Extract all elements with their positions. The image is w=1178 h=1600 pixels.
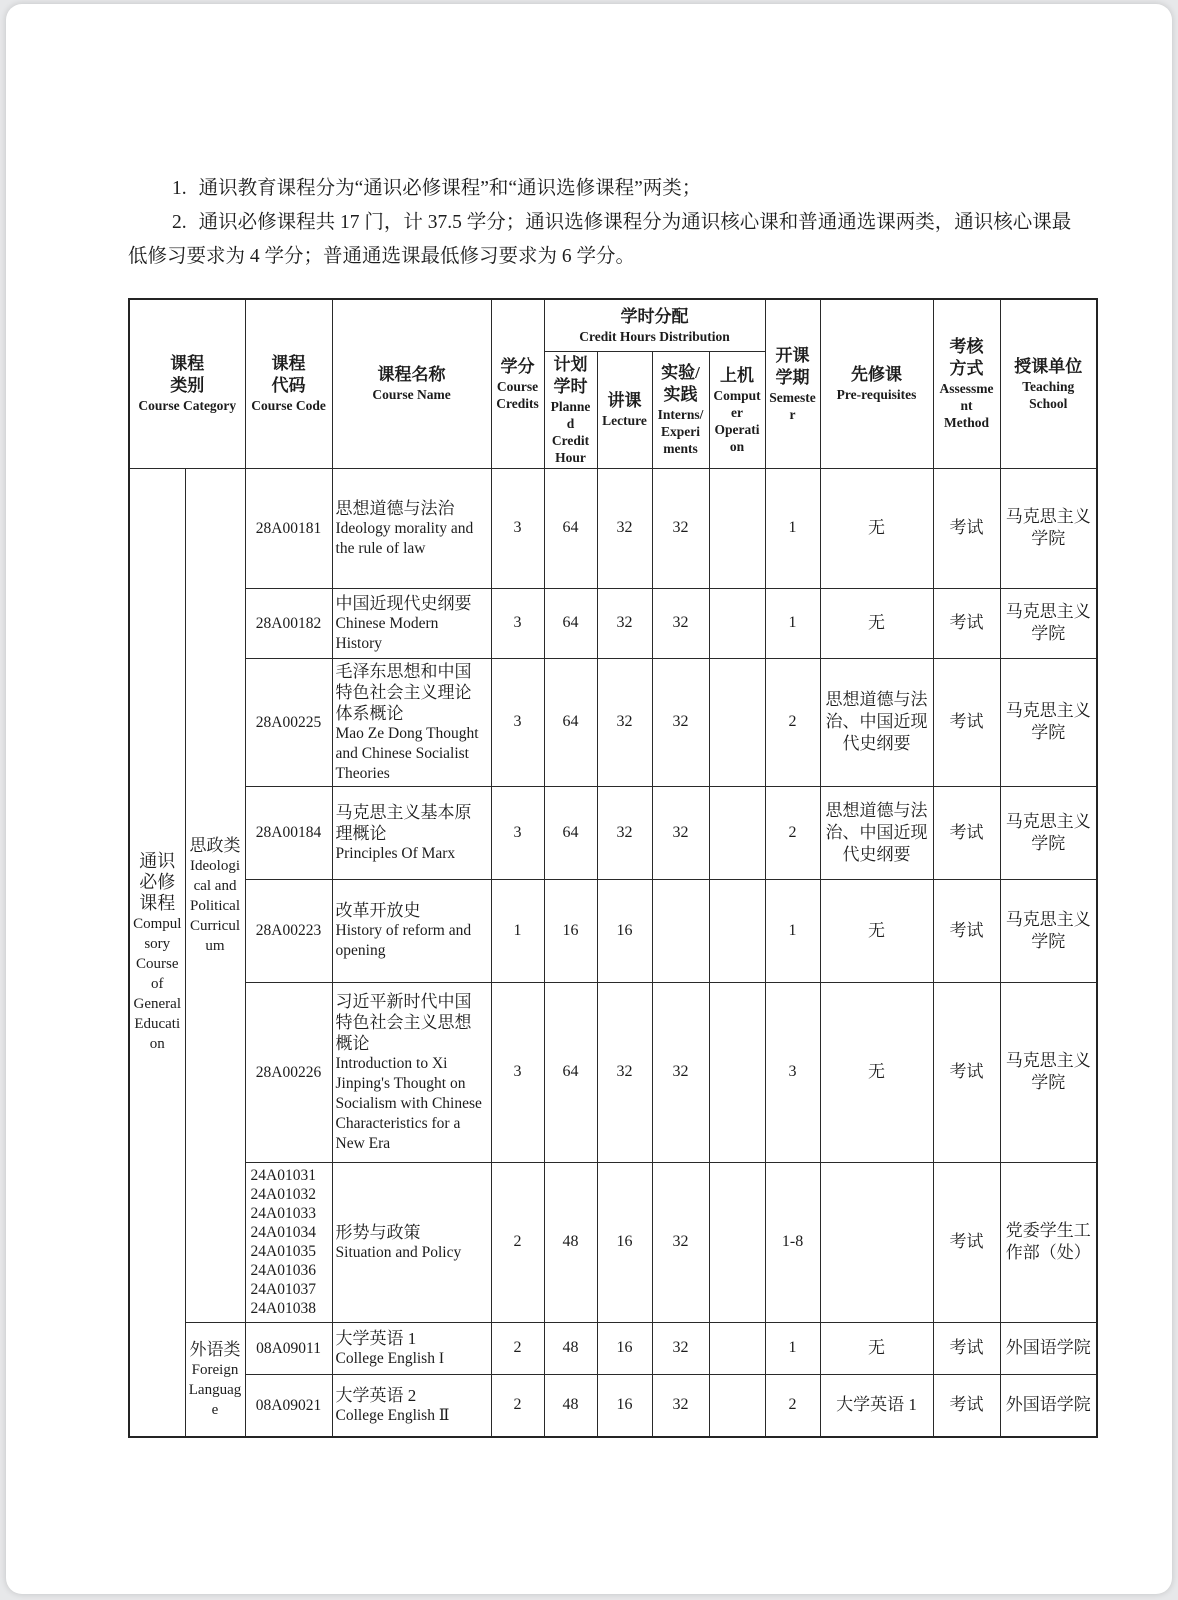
header-computer-hours [709, 351, 765, 468]
header-lecture-hours [597, 351, 652, 468]
header-zh: 考核 方式 [949, 337, 984, 379]
course-name-en: College English Ⅱ [335, 1406, 450, 1424]
cell-experiments: 32 [652, 982, 709, 1162]
header-zh: 课程名称 [377, 365, 446, 385]
cell-computer [709, 982, 765, 1162]
cell-semester: 1 [765, 879, 820, 982]
cell-lecture: 16 [597, 1322, 652, 1374]
cell-course-name [332, 588, 491, 658]
cell-course-code: 08A09011 [245, 1322, 332, 1374]
cell-experiments: 32 [652, 468, 709, 588]
header-zh: 学时分配 [620, 306, 689, 326]
course-row [129, 468, 1097, 588]
header-en: Pre-requisites [836, 387, 917, 403]
cell-lecture: 16 [597, 879, 652, 982]
cell-computer [709, 1374, 765, 1437]
cell-semester: 1 [765, 1322, 820, 1374]
cell-computer [709, 879, 765, 982]
cell-assessment: 考试 [933, 982, 1000, 1162]
cell-course-code: 28A00184 [245, 786, 332, 879]
cell-prerequisites [820, 1162, 933, 1322]
cell-course-code: 24A01031 24A01032 24A01033 24A01034 24A01035 24A01036 24A01037 24A01038 [245, 1162, 332, 1322]
header-course-name [332, 299, 491, 468]
cell-prerequisites: 无 [820, 588, 933, 658]
header-en: Course Name [372, 387, 451, 403]
cell-experiments: 32 [652, 1374, 709, 1437]
cell-lecture: 16 [597, 1162, 652, 1322]
cell-school: 马克思主义学院 [1000, 658, 1097, 786]
cell-prerequisites: 思想道德与法治、中国近现代史纲要 [820, 658, 933, 786]
cell-course-name [332, 468, 491, 588]
cell-prerequisites: 无 [820, 879, 933, 982]
header-semester [765, 299, 820, 468]
header-en: Teaching School [1022, 378, 1075, 411]
course-name-en: Ideology morality and the rule of law [335, 519, 474, 557]
cell-planned: 16 [544, 879, 597, 982]
course-row [129, 1374, 1097, 1437]
cell-credits: 3 [491, 468, 544, 588]
subcategory-zh: 思政类 [189, 835, 241, 855]
header-en: Lecture [602, 413, 647, 428]
cell-experiments: 32 [652, 786, 709, 879]
course-name-zh: 改革开放史 [335, 901, 421, 920]
cell-course-name [332, 786, 491, 879]
cell-course-name [332, 1322, 491, 1374]
cell-planned: 64 [544, 468, 597, 588]
cell-prerequisites: 无 [820, 468, 933, 588]
cell-school: 外国语学院 [1000, 1322, 1097, 1374]
course-row [129, 982, 1097, 1162]
cell-prerequisites: 无 [820, 1322, 933, 1374]
header-course-code [245, 299, 332, 468]
document-page [6, 4, 1172, 1594]
course-name-en: Mao Ze Dong Thought and Chinese Socialist Theories [335, 724, 479, 782]
course-name-zh: 大学英语 2 [335, 1385, 417, 1405]
course-name-zh: 毛泽东思想和中国特色社会主义理论体系概论 [335, 661, 472, 723]
category-en: Compulsory Course of General Education [133, 915, 182, 1052]
cell-school: 马克思主义学院 [1000, 588, 1097, 658]
cell-credits: 3 [491, 658, 544, 786]
course-name-en: Introduction to Xi Jinping's Thought on Socialism with Chinese Characteristics for a New Era [335, 1054, 482, 1152]
cell-prerequisites: 思想道德与法治、中国近现代史纲要 [820, 786, 933, 879]
cell-planned: 48 [544, 1322, 597, 1374]
cell-planned: 64 [544, 786, 597, 879]
cell-assessment: 考试 [933, 588, 1000, 658]
document-content [6, 4, 1172, 1438]
course-name-zh: 中国近现代史纲要 [335, 593, 472, 613]
cell-course-code: 28A00226 [245, 982, 332, 1162]
cell-semester: 1 [765, 588, 820, 658]
cell-experiments: 32 [652, 1162, 709, 1322]
note-number: 2. [172, 212, 187, 233]
subcategory-cell-ideological [185, 468, 245, 1322]
header-assessment [933, 299, 1000, 468]
course-name-en: Situation and Policy [335, 1243, 462, 1261]
cell-assessment: 考试 [933, 786, 1000, 879]
header-experiment-hours [652, 351, 709, 468]
cell-assessment: 考试 [933, 1162, 1000, 1322]
cell-prerequisites: 无 [820, 982, 933, 1162]
header-row-1 [129, 299, 1097, 351]
cell-course-name [332, 982, 491, 1162]
cell-lecture: 32 [597, 982, 652, 1162]
cell-credits: 2 [491, 1162, 544, 1322]
cell-course-name [332, 658, 491, 786]
cell-planned: 64 [544, 588, 597, 658]
cell-lecture: 32 [597, 658, 652, 786]
note-paragraph-1 [128, 172, 1080, 206]
course-name-en: College English I [335, 1349, 445, 1367]
cell-school: 马克思主义学院 [1000, 468, 1097, 588]
header-prerequisites [820, 299, 933, 468]
cell-semester: 2 [765, 786, 820, 879]
cell-lecture: 32 [597, 588, 652, 658]
cell-experiments: 32 [652, 658, 709, 786]
subcategory-en: Ideological and Political Curriculum [190, 857, 240, 954]
header-teaching-school [1000, 299, 1097, 468]
cell-course-name [332, 1374, 491, 1437]
header-en: Semester [769, 389, 816, 422]
cell-school: 外国语学院 [1000, 1374, 1097, 1437]
header-zh: 授课单位 [1014, 356, 1083, 376]
note-text: 通识教育课程分为“通识必修课程”和“通识选修课程”两类； [198, 178, 702, 199]
header-credits [491, 299, 544, 468]
cell-experiments: 32 [652, 1322, 709, 1374]
course-name-en: Principles Of Marx [335, 844, 456, 862]
header-zh: 课程 代码 [271, 354, 306, 396]
cell-experiments: 32 [652, 588, 709, 658]
curriculum-table [128, 298, 1098, 1438]
subcategory-cell-foreign-language [185, 1322, 245, 1437]
cell-lecture: 32 [597, 468, 652, 588]
header-zh: 上机 [720, 365, 755, 385]
header-en: Computer Operation [713, 387, 761, 454]
header-en: Planned Credit Hour [550, 398, 591, 465]
subcategory-en: Foreign Language [188, 1361, 242, 1418]
cell-semester: 3 [765, 982, 820, 1162]
cell-assessment: 考试 [933, 468, 1000, 588]
cell-course-name [332, 879, 491, 982]
cell-semester: 2 [765, 658, 820, 786]
header-zh: 课程 类别 [170, 354, 205, 396]
header-zh: 开课 学期 [775, 345, 810, 387]
cell-course-code: 28A00225 [245, 658, 332, 786]
course-name-zh: 思想道德与法治 [335, 498, 455, 518]
course-name-zh: 习近平新时代中国特色社会主义思想概论 [335, 991, 472, 1053]
cell-credits: 3 [491, 786, 544, 879]
cell-semester: 1-8 [765, 1162, 820, 1322]
course-row [129, 1162, 1097, 1322]
course-name-zh: 形势与政策 [335, 1222, 421, 1242]
course-name-zh: 马克思主义基本原理概论 [335, 802, 472, 843]
header-en: Interns/Experiments [657, 407, 704, 456]
cell-semester: 1 [765, 468, 820, 588]
cell-lecture: 32 [597, 786, 652, 879]
cell-computer [709, 588, 765, 658]
header-zh: 讲课 [607, 391, 642, 410]
cell-semester: 2 [765, 1374, 820, 1437]
cell-school: 马克思主义学院 [1000, 982, 1097, 1162]
cell-planned: 48 [544, 1162, 597, 1322]
header-zh: 计划 学时 [553, 354, 588, 396]
header-zh: 先修课 [851, 365, 903, 385]
header-en: Credit Hours Distribution [579, 328, 730, 344]
header-planned-hours [544, 351, 597, 468]
cell-assessment: 考试 [933, 1322, 1000, 1374]
course-row [129, 658, 1097, 786]
cell-school: 马克思主义学院 [1000, 879, 1097, 982]
cell-course-code: 28A00182 [245, 588, 332, 658]
course-row [129, 786, 1097, 879]
course-name-en: History of reform and opening [335, 922, 472, 959]
cell-planned: 64 [544, 658, 597, 786]
cell-school: 马克思主义学院 [1000, 786, 1097, 879]
cell-credits: 1 [491, 879, 544, 982]
header-course-category [129, 299, 245, 468]
cell-computer [709, 1162, 765, 1322]
course-name-en: Chinese Modern History [335, 614, 439, 652]
note-number: 1. [172, 178, 187, 199]
note-text: 通识必修课程共 17 门，计 37.5 学分；通识选修课程分为通识核心课和普通通选课两类，通识核心课最低修习要求为 4 学分；普通通选课最低修习要求为 6 学分。 [128, 212, 1072, 267]
header-credit-hours-group [544, 299, 765, 351]
header-en: Course Category [138, 398, 237, 414]
cell-lecture: 16 [597, 1374, 652, 1437]
cell-course-code: 28A00223 [245, 879, 332, 982]
category-zh: 通识必修课程 [139, 850, 176, 913]
cell-school: 党委学生工作部（处） [1000, 1162, 1097, 1322]
cell-prerequisites: 大学英语 1 [820, 1374, 933, 1437]
cell-assessment: 考试 [933, 658, 1000, 786]
cell-credits: 3 [491, 588, 544, 658]
category-cell [129, 468, 185, 1437]
header-zh: 实验/ 实践 [661, 363, 700, 404]
cell-course-code: 08A09021 [245, 1374, 332, 1437]
subcategory-zh: 外语类 [189, 1339, 241, 1359]
header-en: Course Code [251, 398, 326, 414]
cell-computer [709, 1322, 765, 1374]
header-zh: 学分 [500, 356, 535, 376]
cell-assessment: 考试 [933, 1374, 1000, 1437]
cell-planned: 64 [544, 982, 597, 1162]
cell-course-name [332, 1162, 491, 1322]
notes-block [128, 172, 1080, 274]
cell-course-code: 28A00181 [245, 468, 332, 588]
cell-planned: 48 [544, 1374, 597, 1437]
cell-experiments [652, 879, 709, 982]
cell-computer [709, 786, 765, 879]
cell-assessment: 考试 [933, 879, 1000, 982]
course-row [129, 588, 1097, 658]
cell-credits: 2 [491, 1322, 544, 1374]
cell-credits: 2 [491, 1374, 544, 1437]
course-name-zh: 大学英语 1 [335, 1328, 417, 1348]
note-paragraph-2 [128, 206, 1080, 274]
cell-credits: 3 [491, 982, 544, 1162]
course-row [129, 879, 1097, 982]
cell-computer [709, 468, 765, 588]
header-en: Assessment Method [939, 381, 994, 431]
header-en: Course Credits [496, 378, 539, 411]
course-row [129, 1322, 1097, 1374]
cell-computer [709, 658, 765, 786]
